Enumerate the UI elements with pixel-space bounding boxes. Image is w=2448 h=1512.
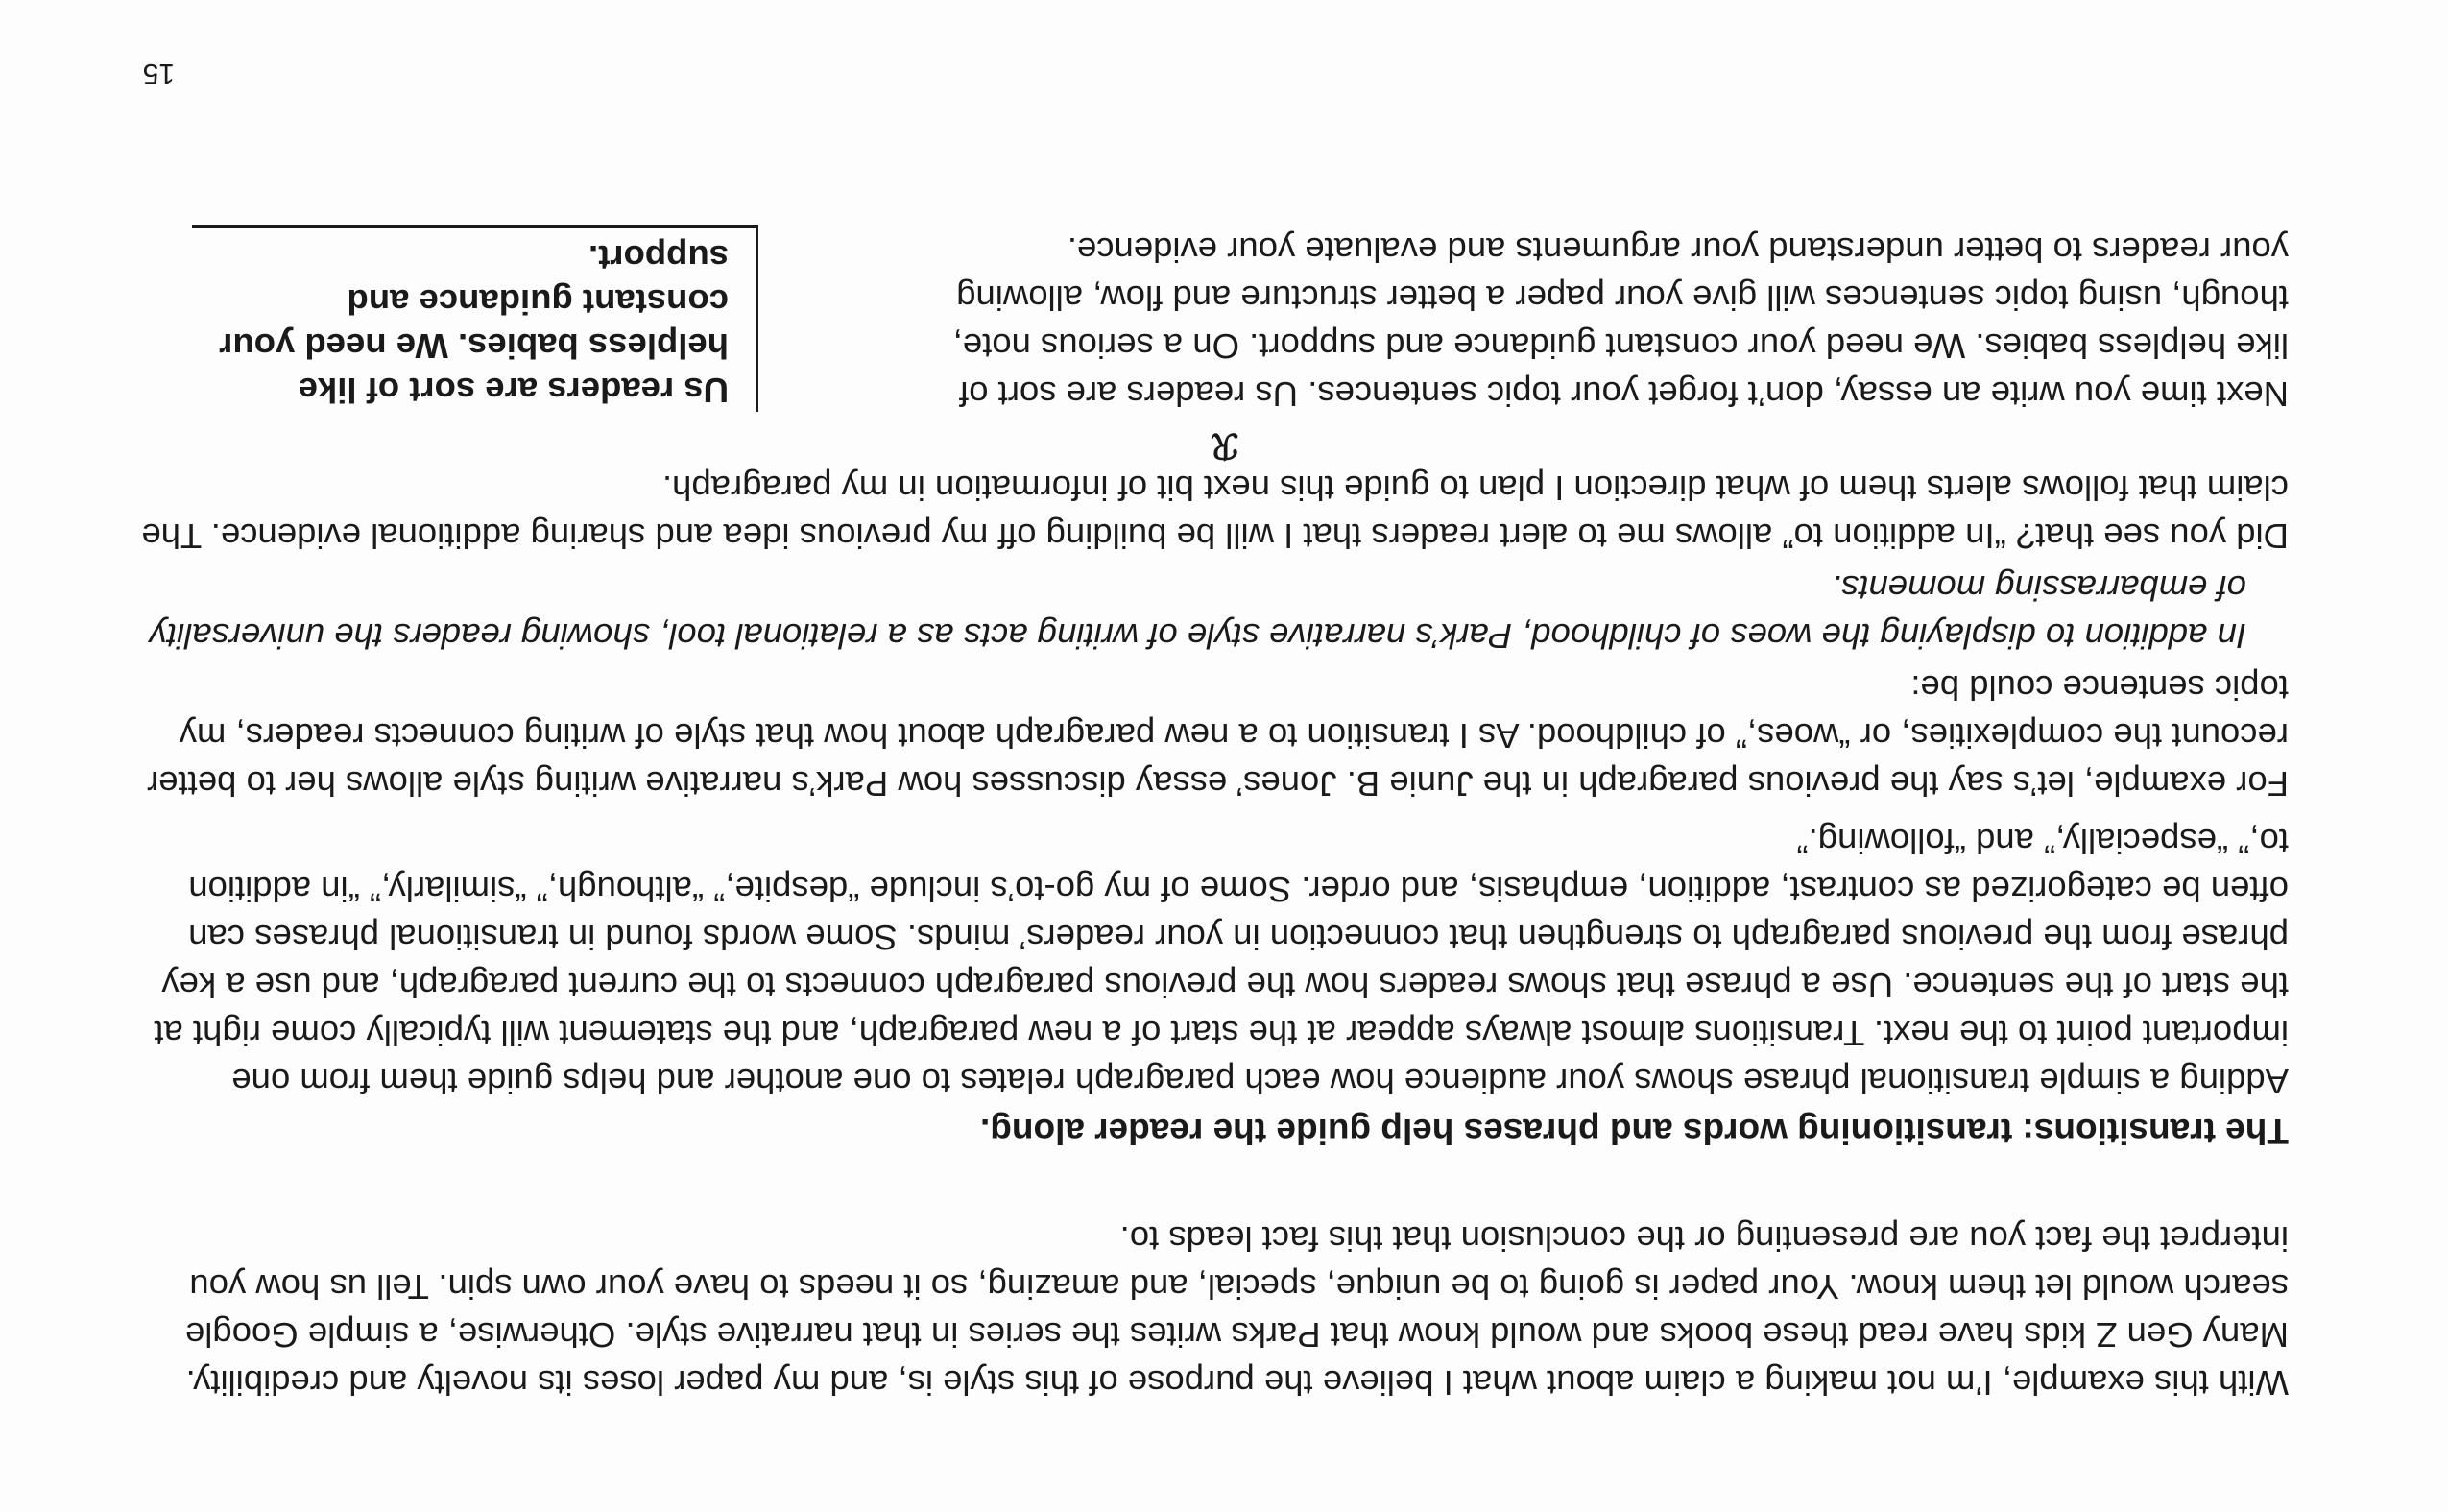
- section-heading: The transitions: transitioning words and phrases help guide the reader along.: [979, 1112, 2289, 1151]
- example-paragraph: For example, let’s say the previous paragraph in the Junie B. Jones’ essay discusses how Park’s narrative writing style allows her to better recount the complexities, or “woes,” of childhood. As I transition to a new paragraph about how that style of writing connects readers, my topic sentence could be:: [147, 668, 2289, 804]
- pull-quote: Us readers are sort of like helpless babies. We need your constant guidance and support.: [192, 225, 758, 412]
- section-ornament-icon: ℛ: [1211, 425, 1238, 466]
- intro-paragraph: With this example, I’m not making a claim about what I believe the purpose of this style is, and my paper loses its novelty and credibility. Many Gen Z kids have read these books and would know that Parks writes the series in that narrative style. Otherwise, a simple Google search would let them know. Your paper is going to be unique, special, and amazing, so it needs to have your own spin. Tell us how you interpret the fact you are presenting or the conclusion that this fact leads to.: [184, 1219, 2289, 1403]
- explanation-paragraph: Did you see that? “In addition to” allows me to alert readers that I will be building off my previous idea and sharing additional evidence. The claim that follows alerts them of what direction I plan to guide this next bit of information in my paragraph.: [141, 468, 2289, 556]
- page-number: 15: [142, 58, 175, 89]
- transitions-paragraph: Adding a simple transitional phrase shows your audience how each paragraph relates to one another and helps guide them from one important point to the next. Transitions almost always appear at the start of a new paragraph, and the statement will typically come right at the start of the sentence. Use a phrase that shows readers how the previous paragraph connects to the current paragraph, and use a key phrase from the previous paragraph to strengthen that connection in your readers’ minds. Some words found in transitional phrases can often be categorized as contrast, addition, emphasis, and order. Some of my go-to’s include “despite,” “although,” “similarly,” “in addition to,” “especially,” and “following.”: [154, 822, 2289, 1101]
- conclusion-paragraph: Next time you write an essay, don’t forget your topic sentences. Us readers are sort of like helpless babies. We need your constant guidance and support. On a serious note, though, using topic sentences will give your paper a better structure and flow, allowing your readers to better understand your arguments and evaluate your evidence.: [952, 230, 2289, 414]
- example-topic-sentence: In addition to displaying the woes of childhood, Park’s narrative style of writing acts as a relational tool, showing readers the universality of embarrassing moments.: [149, 568, 2246, 656]
